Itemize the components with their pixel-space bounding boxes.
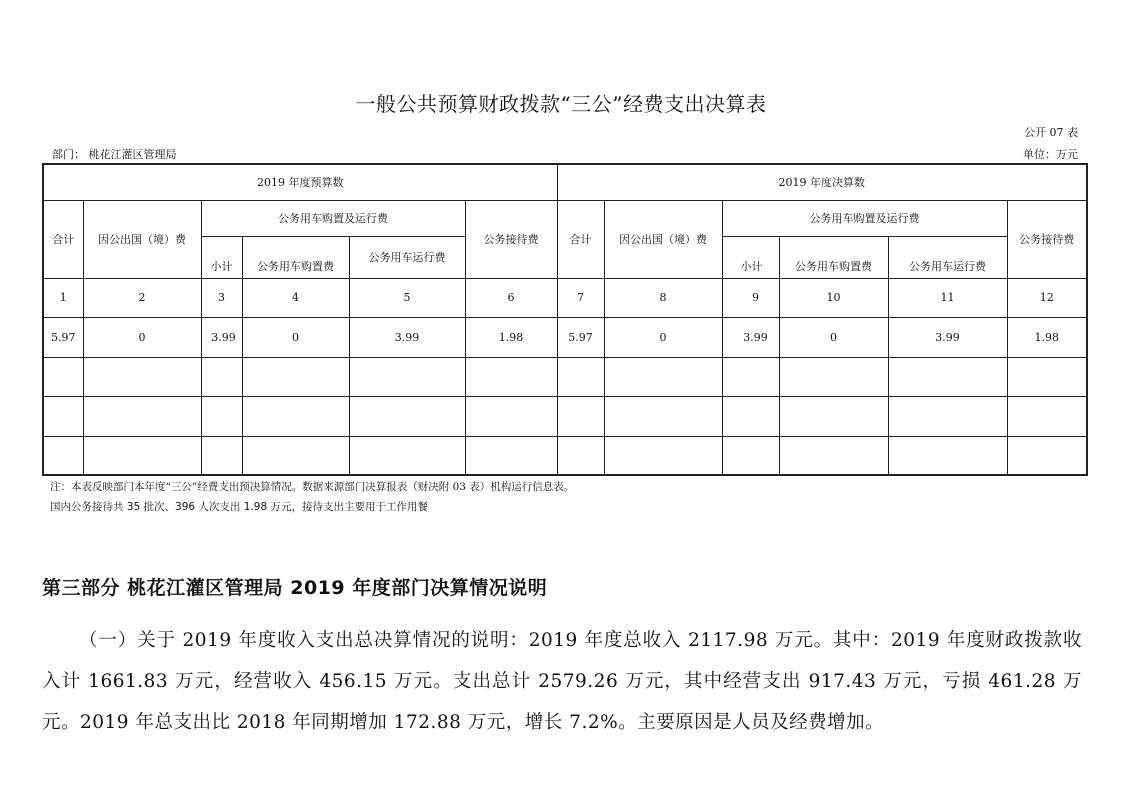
value-cell: 0 (83, 317, 201, 357)
value-cell: 1.98 (465, 317, 557, 357)
col-subtotal-budget: 小计 (201, 236, 242, 278)
col-reception-budget: 公务接待费 (465, 200, 557, 278)
department-label: 部门： 桃花江灌区管理局 (52, 148, 177, 161)
index-cell: 8 (604, 278, 722, 317)
form-number: 公开 07 表 (1024, 126, 1078, 139)
index-cell: 7 (557, 278, 604, 317)
section-heading: 第三部分 桃花江灌区管理局 2019 年度部门决算情况说明 (42, 577, 548, 599)
col-total-budget: 合计 (43, 200, 83, 278)
value-cell: 0 (779, 317, 888, 357)
index-cell: 1 (43, 278, 83, 317)
col-vehicle-purchase-budget: 公务用车购置费 (242, 236, 349, 278)
col-abroad-final: 因公出国（境）费 (604, 200, 722, 278)
index-cell: 10 (779, 278, 888, 317)
index-cell: 4 (242, 278, 349, 317)
value-cell: 5.97 (43, 317, 83, 357)
empty-row (43, 357, 1087, 396)
col-total-final: 合计 (557, 200, 604, 278)
reception-note: 国内公务接待共 35 批次、396 人次支出 1.98 万元，接待支出主要用于工作用餐 (50, 501, 428, 513)
budget-header: 2019 年度预算数 (43, 164, 557, 200)
value-cell: 3.99 (722, 317, 779, 357)
col-subtotal-final: 小计 (722, 236, 779, 278)
value-cell: 0 (242, 317, 349, 357)
col-abroad-budget: 因公出国（境）费 (83, 200, 201, 278)
value-cell: 0 (604, 317, 722, 357)
value-cell: 3.99 (349, 317, 465, 357)
index-cell: 5 (349, 278, 465, 317)
index-cell: 2 (83, 278, 201, 317)
value-cell: 5.97 (557, 317, 604, 357)
col-vehicle-group-budget: 公务用车购置及运行费 (201, 200, 465, 236)
explanation-paragraph: （一）关于 2019 年度收入支出总决算情况的说明：2019 年度总收入 2117.98 万元。其中：2019 年度财政拨款收入计 1661.83 万元，经营收入 456.15 万元。支出总计 2579.26 万元，其中经营支出 917.43 万元，亏损 461.28 万元。2019 年总支出比 2018 年同期增加 172.88 万元，增长 7.2%。主要原因是人员及经费增加。 (42, 630, 1082, 733)
page-title: 一般公共预算财政拨款“三公”经费支出决算表 (355, 92, 767, 116)
col-vehicle-purchase-final: 公务用车购置费 (779, 236, 888, 278)
three-public-expense-table (42, 163, 1088, 476)
value-cell: 3.99 (201, 317, 242, 357)
table-note: 注：本表反映部门本年度“三公”经费支出预决算情况。数据来源部门决算报表（财决附 03 表）机构运行信息表。 (50, 481, 575, 493)
empty-row (43, 436, 1087, 475)
col-reception-final: 公务接待费 (1007, 200, 1087, 278)
empty-row (43, 396, 1087, 436)
final-header: 2019 年度决算数 (557, 164, 1087, 200)
index-cell: 12 (1007, 278, 1087, 317)
index-cell: 6 (465, 278, 557, 317)
index-cell: 11 (888, 278, 1007, 317)
index-cell: 9 (722, 278, 779, 317)
col-vehicle-group-final: 公务用车购置及运行费 (722, 200, 1007, 236)
col-vehicle-operation-budget: 公务用车运行费 (349, 236, 465, 278)
value-cell: 1.98 (1007, 317, 1087, 357)
unit-label: 单位：万元 (1023, 148, 1078, 161)
value-cell: 3.99 (888, 317, 1007, 357)
col-vehicle-operation-final: 公务用车运行费 (888, 236, 1007, 278)
index-cell: 3 (201, 278, 242, 317)
